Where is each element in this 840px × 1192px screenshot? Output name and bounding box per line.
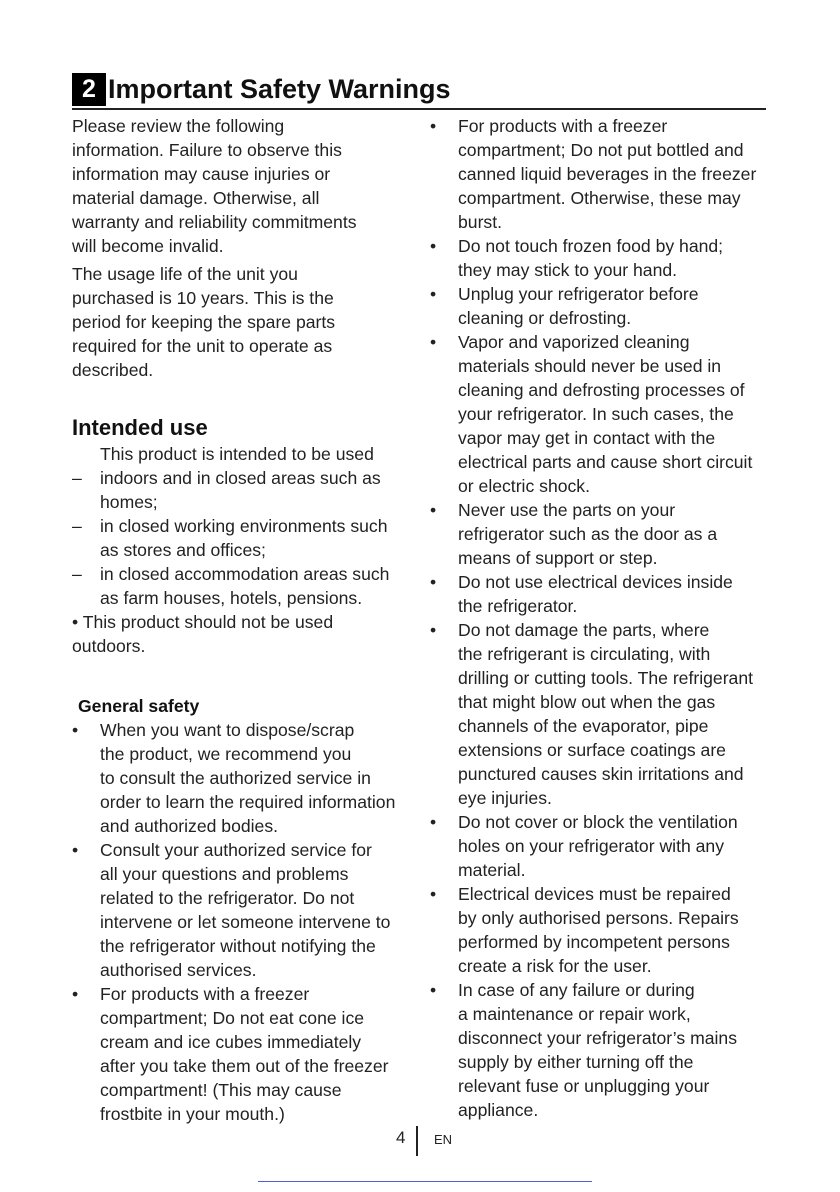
- text-line: vapor may get in contact with the: [458, 428, 716, 448]
- text-line: purchased is 10 years. This is the: [72, 288, 334, 308]
- text-line: intervene or let someone intervene to: [100, 912, 391, 932]
- list-item: [430, 570, 770, 618]
- general-safety-list: [72, 718, 408, 1126]
- text-line: channels of the evaporator, pipe: [458, 716, 709, 736]
- list-item: [430, 330, 770, 498]
- bullet-marker: •: [430, 620, 437, 640]
- text-line: eye injuries.: [458, 788, 552, 808]
- right-column: [430, 114, 770, 1122]
- bullet-marker: •: [72, 720, 79, 740]
- text-line: the product, we recommend you: [100, 744, 352, 764]
- bullet-marker: •: [430, 812, 437, 832]
- text-line: Do not touch frozen food by hand;: [458, 236, 724, 256]
- text-line: Please review the following: [72, 116, 285, 136]
- dash-marker: –: [72, 516, 82, 536]
- text-line: information. Failure to observe this: [72, 140, 342, 160]
- bullet-marker: •: [430, 980, 437, 1000]
- text-line: period for keeping the spare parts: [72, 312, 336, 332]
- text-line: your refrigerator. In such cases, the: [458, 404, 734, 424]
- text-line: punctured causes skin irritations and: [458, 764, 744, 784]
- list-item: [430, 234, 770, 282]
- section-header: [72, 72, 766, 109]
- text-line: The usage life of the unit you: [72, 264, 298, 284]
- text-line: by only authorised persons. Repairs: [458, 908, 739, 928]
- text-line: Unplug your refrigerator before: [458, 284, 699, 304]
- bullet-marker: •: [430, 116, 437, 136]
- section-number-badge: 2: [72, 73, 106, 106]
- text-line: after you take them out of the freezer: [100, 1056, 389, 1076]
- text-line: compartment; Do not put bottled and: [458, 140, 744, 160]
- text-line: drilling or cutting tools. The refrigerant: [458, 668, 754, 688]
- text-line: order to learn the required information: [100, 792, 396, 812]
- bullet-marker: •: [430, 236, 437, 256]
- text-line: the refrigerator without notifying the: [100, 936, 376, 956]
- bullet-marker: •: [430, 884, 437, 904]
- bullet-marker: •: [430, 284, 437, 304]
- text-line: supply by either turning off the: [458, 1052, 694, 1072]
- text-line: create a risk for the user.: [458, 956, 652, 976]
- intended-use-intro: This product is intended to be used: [100, 444, 374, 464]
- list-item: [430, 978, 770, 1122]
- list-item: [72, 514, 408, 562]
- bullet-marker: •: [72, 840, 79, 860]
- text-line: will become invalid.: [72, 236, 224, 256]
- text-line: disconnect your refrigerator’s mains: [458, 1028, 738, 1048]
- list-item: [430, 882, 770, 978]
- text-line: homes;: [100, 492, 158, 512]
- text-line: materials should never be used in: [458, 356, 722, 376]
- text-line: Do not damage the parts, where: [458, 620, 710, 640]
- intended-use-heading: Intended use: [72, 415, 208, 440]
- list-item: [430, 498, 770, 570]
- language-code: EN: [434, 1132, 453, 1147]
- text-line: required for the unit to operate as: [72, 336, 333, 356]
- text-line: a maintenance or repair work,: [458, 1004, 691, 1024]
- bullet-marker: •: [430, 332, 437, 352]
- text-line: canned liquid beverages in the freezer: [458, 164, 757, 184]
- text-line: material damage. Otherwise, all: [72, 188, 320, 208]
- text-line: information may cause injuries or: [72, 164, 331, 184]
- text-line: as farm houses, hotels, pensions.: [100, 588, 363, 608]
- text-line: electrical parts and cause short circuit: [458, 452, 753, 472]
- dash-marker: –: [72, 564, 82, 584]
- left-column: [72, 114, 408, 1126]
- list-item: [72, 466, 408, 514]
- text-line: in closed working environments such: [100, 516, 388, 536]
- text-line: Do not use electrical devices inside: [458, 572, 733, 592]
- list-item: [72, 838, 408, 982]
- text-line: burst.: [458, 212, 503, 232]
- text-line: authorised services.: [100, 960, 257, 980]
- list-item: [72, 562, 408, 610]
- text-line: indoors and in closed areas such as: [100, 468, 381, 488]
- text-line: Never use the parts on your: [458, 500, 676, 520]
- text-line: to consult the authorized service in: [100, 768, 371, 788]
- text-line: cleaning or defrosting.: [458, 308, 632, 328]
- text-line: means of support or step.: [458, 548, 658, 568]
- text-line: holes on your refrigerator with any: [458, 836, 724, 856]
- text-line: cream and ice cubes immediately: [100, 1032, 362, 1052]
- text-line: frostbite in your mouth.): [100, 1104, 285, 1124]
- text-line: outdoors.: [72, 636, 146, 656]
- header-rule: [72, 108, 766, 110]
- text-line: all your questions and problems: [100, 864, 349, 884]
- text-line: Do not cover or block the ventilation: [458, 812, 738, 832]
- bullet-marker: •: [72, 984, 79, 1004]
- list-item: [72, 982, 408, 1126]
- intro-paragraph: [72, 114, 408, 258]
- text-line: • This product should not be used: [72, 612, 334, 632]
- text-line: or electric shock.: [458, 476, 590, 496]
- text-line: material.: [458, 860, 526, 880]
- list-item: [430, 114, 770, 234]
- list-item: [430, 618, 770, 810]
- text-line: In case of any failure or during: [458, 980, 695, 1000]
- bullet-marker: •: [430, 500, 437, 520]
- text-line: as stores and offices;: [100, 540, 266, 560]
- text-line: in closed accommodation areas such: [100, 564, 390, 584]
- text-line: compartment. Otherwise, these may: [458, 188, 741, 208]
- text-line: they may stick to your hand.: [458, 260, 678, 280]
- general-safety-heading: General safety: [78, 696, 200, 716]
- text-line: Vapor and vaporized cleaning: [458, 332, 690, 352]
- text-line: that might blow out when the gas: [458, 692, 716, 712]
- text-line: appliance.: [458, 1100, 539, 1120]
- footer-underline: [258, 1181, 592, 1182]
- list-item: [72, 718, 408, 838]
- text-line: described.: [72, 360, 154, 380]
- text-line: refrigerator such as the door as a: [458, 524, 718, 544]
- text-line: performed by incompetent persons: [458, 932, 730, 952]
- text-line: the refrigerant is circulating, with: [458, 644, 711, 664]
- page-number: 4: [396, 1128, 406, 1147]
- text-line: compartment! (This may cause: [100, 1080, 342, 1100]
- outdoor-note: [72, 610, 408, 658]
- text-line: For products with a freezer: [458, 116, 668, 136]
- text-line: compartment; Do not eat cone ice: [100, 1008, 365, 1028]
- text-line: extensions or surface coatings are: [458, 740, 726, 760]
- text-line: relevant fuse or unplugging your: [458, 1076, 710, 1096]
- text-line: the refrigerator.: [458, 596, 578, 616]
- text-line: Electrical devices must be repaired: [458, 884, 731, 904]
- intended-use-list: [72, 466, 408, 610]
- list-item: [430, 282, 770, 330]
- bullet-marker: •: [430, 572, 437, 592]
- section-title: Important Safety Warnings: [108, 74, 451, 104]
- text-line: warranty and reliability commitments: [72, 212, 357, 232]
- list-item: [430, 810, 770, 882]
- footer-divider: [416, 1126, 418, 1156]
- dash-marker: –: [72, 468, 82, 488]
- text-line: and authorized bodies.: [100, 816, 279, 836]
- text-line: cleaning and defrosting processes of: [458, 380, 745, 400]
- text-line: When you want to dispose/scrap: [100, 720, 355, 740]
- text-line: related to the refrigerator. Do not: [100, 888, 355, 908]
- safety-warnings-list: [430, 114, 770, 1122]
- text-line: For products with a freezer: [100, 984, 310, 1004]
- text-line: Consult your authorized service for: [100, 840, 372, 860]
- usage-life-paragraph: [72, 262, 408, 382]
